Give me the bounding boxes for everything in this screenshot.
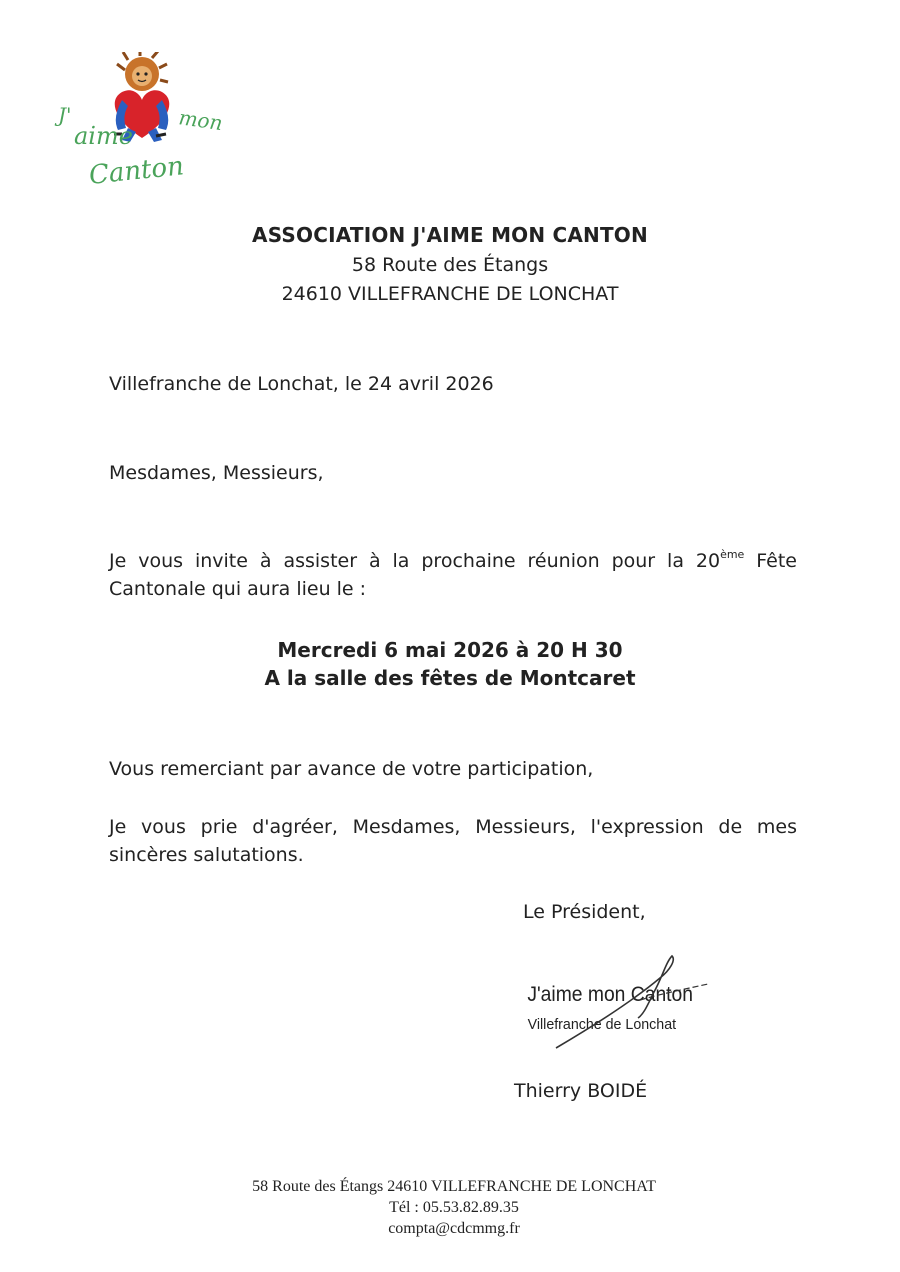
association-name: ASSOCIATION J'AIME MON CANTON xyxy=(252,223,648,247)
header-city: 24610 VILLEFRANCHE DE LONCHAT xyxy=(281,283,619,305)
meeting-place: A la salle des fêtes de Montcaret xyxy=(264,666,636,690)
signer-name: Thierry BOIDÉ xyxy=(514,1080,648,1102)
stamp-line-1: J'aime mon Canton xyxy=(527,983,694,1007)
logo-text-aime: aime xyxy=(74,122,133,150)
logo-text-mon: mon xyxy=(177,105,225,136)
invitation-paragraph xyxy=(109,547,797,603)
salutation: Mesdames, Messieurs, xyxy=(109,462,324,484)
signature-stamp xyxy=(520,948,720,1058)
thanks-line: Vous remerciant par avance de votre participation, xyxy=(109,758,594,780)
logo-text-canton: Canton xyxy=(87,151,186,191)
invitation-text-end: Fête Cantonale qui aura lieu le : xyxy=(109,550,797,600)
footer-email: compta@cdcmmg.fr xyxy=(388,1220,520,1237)
header-street: 58 Route des Étangs xyxy=(351,254,549,276)
signer-title: Le Président, xyxy=(523,901,646,923)
closing-paragraph: Je vous prie d'agréer, Mesdames, Messieurs, l'expression de mes sincères salutations. xyxy=(109,816,797,866)
stamp-line-2: Villefranche de Lonchat xyxy=(527,1016,677,1034)
ordinal-suffix: ème xyxy=(720,548,745,561)
footer-phone: Tél : 05.53.82.89.35 xyxy=(389,1199,519,1216)
place-date: Villefranche de Lonchat, le 24 avril 2026 xyxy=(109,373,494,395)
meeting-date: Mercredi 6 mai 2026 à 20 H 30 xyxy=(277,638,623,662)
invitation-text-start: Je vous invite à assister à la prochaine réunion pour la 20 xyxy=(109,550,721,572)
association-logo xyxy=(52,52,227,197)
footer-address: 58 Route des Étangs 24610 VILLEFRANCHE DE LONCHAT xyxy=(252,1178,656,1195)
logo-text-j: J' xyxy=(58,103,72,127)
